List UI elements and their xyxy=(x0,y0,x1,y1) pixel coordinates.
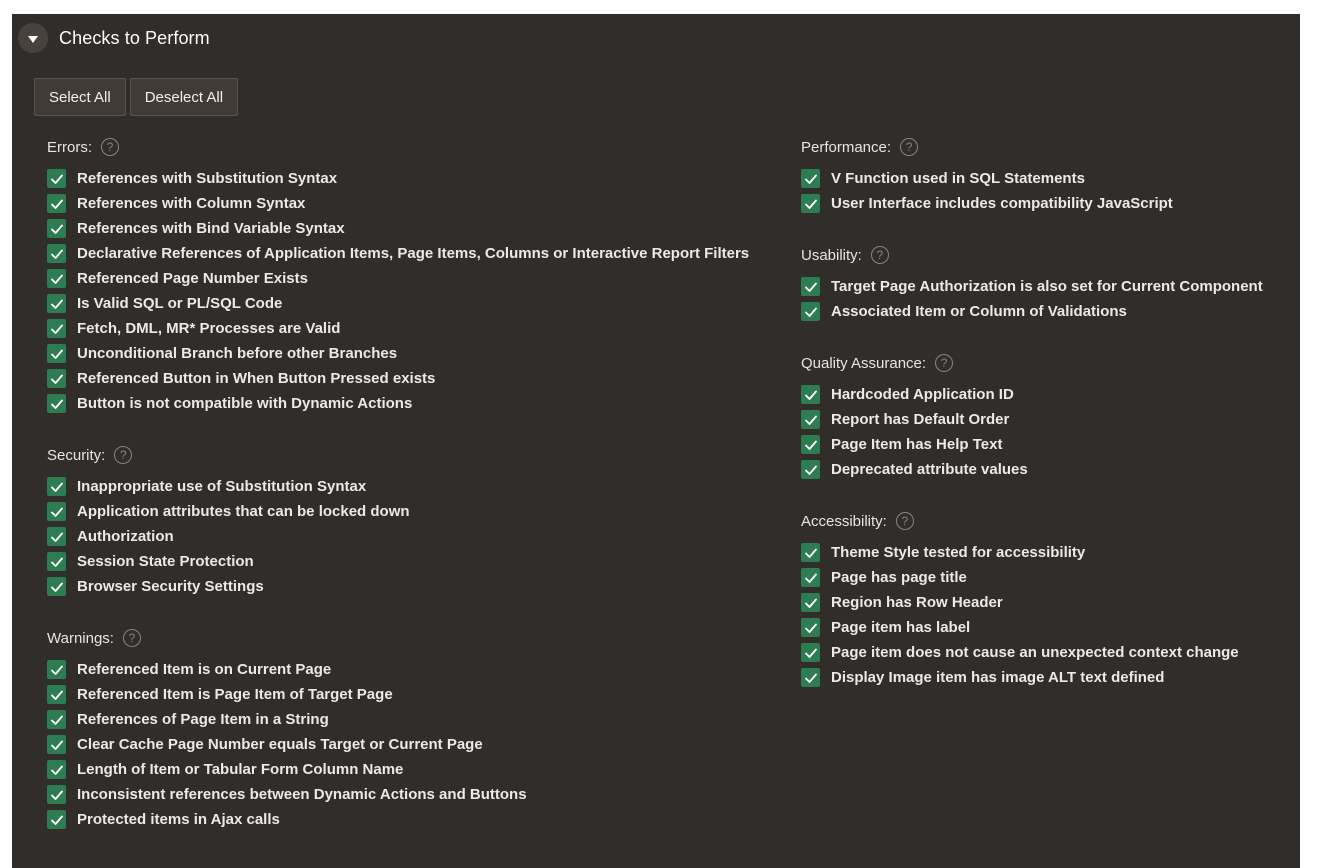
region-header xyxy=(18,23,210,53)
checkbox-item[interactable] xyxy=(801,540,1263,565)
checkbox-item[interactable] xyxy=(801,457,1263,482)
checkbox-item[interactable] xyxy=(47,316,749,341)
check-group-usability xyxy=(801,244,1263,324)
checkbox-label: Region has Row Header xyxy=(831,594,1003,611)
deselect-all-button[interactable]: Deselect All xyxy=(130,78,238,116)
checkbox-item[interactable] xyxy=(801,274,1263,299)
checkbox-item[interactable] xyxy=(47,499,749,524)
checkmark-icon xyxy=(804,197,818,211)
group-label-text: Warnings: xyxy=(47,629,114,647)
group-label xyxy=(47,444,749,466)
checkmark-icon xyxy=(50,272,64,286)
checkbox[interactable] xyxy=(801,194,820,213)
checkmark-icon xyxy=(50,322,64,336)
checkbox-label: References of Page Item in a String xyxy=(77,711,329,728)
checkbox-label: Hardcoded Application ID xyxy=(831,386,1014,403)
checkbox-label: References with Column Syntax xyxy=(77,195,306,212)
checkbox[interactable] xyxy=(801,385,820,404)
group-label-text: Quality Assurance: xyxy=(801,354,927,372)
checkbox-item[interactable] xyxy=(47,216,749,241)
checkmark-icon xyxy=(804,172,818,186)
checkbox[interactable] xyxy=(47,710,66,729)
checkbox-item[interactable] xyxy=(47,807,749,832)
checkbox-label: User Interface includes compatibility JavaScript xyxy=(831,195,1173,212)
checkbox-item[interactable] xyxy=(47,266,749,291)
checkmark-icon xyxy=(50,688,64,702)
checkbox-label: Referenced Item is Page Item of Target Page xyxy=(77,686,393,703)
group-label-text: Performance: xyxy=(801,138,892,156)
checkmark-icon xyxy=(804,646,818,660)
checkmark-icon xyxy=(804,413,818,427)
checkmark-icon xyxy=(50,788,64,802)
checkbox[interactable] xyxy=(801,277,820,296)
checkbox-label: Session State Protection xyxy=(77,553,254,570)
checkmark-icon xyxy=(50,713,64,727)
checkbox-item[interactable] xyxy=(47,191,749,216)
checkmark-icon xyxy=(50,247,64,261)
checkbox[interactable] xyxy=(801,568,820,587)
checks-region xyxy=(12,14,1300,868)
checkbox-item[interactable] xyxy=(801,166,1263,191)
checkmark-icon xyxy=(50,480,64,494)
checkbox-item[interactable] xyxy=(801,615,1263,640)
checkbox-label: Fetch, DML, MR* Processes are Valid xyxy=(77,320,341,337)
checkbox-label: Page item does not cause an unexpected context change xyxy=(831,644,1239,661)
help-icon[interactable]: ? xyxy=(896,512,914,530)
checkbox[interactable] xyxy=(801,543,820,562)
checkbox-item[interactable] xyxy=(801,382,1263,407)
help-icon[interactable]: ? xyxy=(935,354,953,372)
checkbox-item[interactable] xyxy=(47,732,749,757)
checkbox-label: Authorization xyxy=(77,528,174,545)
checkbox-label: Display Image item has image ALT text defined xyxy=(831,669,1165,686)
checkbox[interactable] xyxy=(47,502,66,521)
checkbox[interactable] xyxy=(801,668,820,687)
checkbox-item[interactable] xyxy=(801,432,1263,457)
checkmark-icon xyxy=(804,596,818,610)
checkbox-label: Inconsistent references between Dynamic Actions and Buttons xyxy=(77,786,527,803)
checkbox-label: References with Bind Variable Syntax xyxy=(77,220,345,237)
check-group-accessibility xyxy=(801,510,1263,690)
checkbox-label: V Function used in SQL Statements xyxy=(831,170,1085,187)
checkbox-item[interactable] xyxy=(801,640,1263,665)
checkmark-icon xyxy=(50,505,64,519)
checkmark-icon xyxy=(804,280,818,294)
checkbox[interactable] xyxy=(47,269,66,288)
help-icon[interactable]: ? xyxy=(114,446,132,464)
checkbox-label: Browser Security Settings xyxy=(77,578,264,595)
checkbox[interactable] xyxy=(801,435,820,454)
right-column xyxy=(801,136,1263,718)
checkbox[interactable] xyxy=(47,219,66,238)
check-group-quality-assurance xyxy=(801,352,1263,482)
checkbox-item[interactable] xyxy=(47,707,749,732)
checkbox[interactable] xyxy=(801,643,820,662)
collapse-toggle-button[interactable] xyxy=(18,23,48,53)
checkmark-icon xyxy=(804,305,818,319)
checkmark-icon xyxy=(50,763,64,777)
checkmark-icon xyxy=(804,388,818,402)
checkbox-label: References with Substitution Syntax xyxy=(77,170,338,187)
checkbox[interactable] xyxy=(47,344,66,363)
checkbox-item[interactable] xyxy=(47,366,749,391)
checkbox-label: Page Item has Help Text xyxy=(831,436,1003,453)
help-icon[interactable]: ? xyxy=(871,246,889,264)
checkmark-icon xyxy=(50,197,64,211)
checkbox[interactable] xyxy=(47,785,66,804)
check-group-performance xyxy=(801,136,1263,216)
group-label-text: Errors: xyxy=(47,138,92,156)
checkmark-icon xyxy=(50,580,64,594)
checkmark-icon xyxy=(804,621,818,635)
button-bar xyxy=(34,78,238,116)
checkbox[interactable] xyxy=(47,810,66,829)
checkmark-icon xyxy=(804,546,818,560)
checkbox[interactable] xyxy=(47,369,66,388)
help-icon[interactable]: ? xyxy=(123,629,141,647)
checkbox-label: Clear Cache Page Number equals Target or Current Page xyxy=(77,736,483,753)
checkmark-icon xyxy=(50,555,64,569)
checkbox-item[interactable] xyxy=(47,391,749,416)
checkbox-label: Protected items in Ajax calls xyxy=(77,811,280,828)
checkbox-item[interactable] xyxy=(47,757,749,782)
checkmark-icon xyxy=(50,663,64,677)
checkmark-icon xyxy=(804,671,818,685)
chevron-down-icon xyxy=(28,36,38,43)
checkbox-item[interactable] xyxy=(801,407,1263,432)
checkmark-icon xyxy=(804,438,818,452)
checkbox-label: Application attributes that can be locked down xyxy=(77,503,410,520)
select-all-button[interactable]: Select All xyxy=(34,78,126,116)
checkbox-label: Theme Style tested for accessibility xyxy=(831,544,1086,561)
group-label xyxy=(801,136,1263,158)
checkbox[interactable] xyxy=(47,294,66,313)
checkbox[interactable] xyxy=(801,410,820,429)
checkbox-item[interactable] xyxy=(801,299,1263,324)
checkbox-label: Deprecated attribute values xyxy=(831,461,1028,478)
checkbox[interactable] xyxy=(47,527,66,546)
checkbox-item[interactable] xyxy=(47,524,749,549)
checkbox-label: Inappropriate use of Substitution Syntax xyxy=(77,478,367,495)
checkbox-label: Associated Item or Column of Validations xyxy=(831,303,1127,320)
checkbox-item[interactable] xyxy=(47,682,749,707)
checkmark-icon xyxy=(50,222,64,236)
checkbox-item[interactable] xyxy=(47,657,749,682)
group-label xyxy=(801,352,1263,374)
checkbox-item[interactable] xyxy=(47,241,749,266)
checkbox-label: Target Page Authorization is also set for Current Component xyxy=(831,278,1263,295)
checkbox[interactable] xyxy=(47,577,66,596)
checkbox[interactable] xyxy=(801,169,820,188)
checkmark-icon xyxy=(50,347,64,361)
check-group-warnings xyxy=(47,627,749,832)
checkmark-icon xyxy=(50,813,64,827)
checkbox-item[interactable] xyxy=(801,191,1263,216)
checkbox-item[interactable] xyxy=(47,782,749,807)
checkmark-icon xyxy=(50,397,64,411)
checkbox-item[interactable] xyxy=(47,474,749,499)
checkbox-item[interactable] xyxy=(801,565,1263,590)
group-label xyxy=(47,627,749,649)
checkbox[interactable] xyxy=(47,735,66,754)
checkbox-label: Page has page title xyxy=(831,569,967,586)
checkbox[interactable] xyxy=(47,477,66,496)
checkbox[interactable] xyxy=(47,685,66,704)
checkmark-icon xyxy=(50,530,64,544)
checkmark-icon xyxy=(804,463,818,477)
checkmark-icon xyxy=(804,571,818,585)
help-icon[interactable]: ? xyxy=(900,138,918,156)
checkbox[interactable] xyxy=(47,319,66,338)
checkbox-label: Referenced Page Number Exists xyxy=(77,270,308,287)
checkmark-icon xyxy=(50,738,64,752)
checkbox-label: Referenced Item is on Current Page xyxy=(77,661,332,678)
checkbox[interactable] xyxy=(47,660,66,679)
checkbox[interactable] xyxy=(47,169,66,188)
checkmark-icon xyxy=(50,372,64,386)
checkbox-label: Page item has label xyxy=(831,619,971,636)
checkbox-label: Length of Item or Tabular Form Column Name xyxy=(77,761,404,778)
group-label xyxy=(801,510,1263,532)
left-column xyxy=(47,136,749,860)
checkbox[interactable] xyxy=(801,460,820,479)
help-icon[interactable]: ? xyxy=(101,138,119,156)
checkbox-label: Is Valid SQL or PL/SQL Code xyxy=(77,295,283,312)
checkmark-icon xyxy=(50,297,64,311)
group-label xyxy=(801,244,1263,266)
checkbox-item[interactable] xyxy=(801,590,1263,615)
checkbox-item[interactable] xyxy=(47,574,749,599)
checkbox-label: Referenced Button in When Button Pressed exists xyxy=(77,370,436,387)
checkbox-item[interactable] xyxy=(47,341,749,366)
checkbox[interactable] xyxy=(47,394,66,413)
group-label-text: Accessibility: xyxy=(801,512,887,530)
checkbox-item[interactable] xyxy=(47,549,749,574)
checkbox-label: Button is not compatible with Dynamic Actions xyxy=(77,395,413,412)
checkbox[interactable] xyxy=(801,302,820,321)
checkmark-icon xyxy=(50,172,64,186)
checkbox[interactable] xyxy=(47,760,66,779)
checkbox[interactable] xyxy=(801,618,820,637)
checkbox-item[interactable] xyxy=(47,166,749,191)
checkbox-label: Declarative References of Application Items, Page Items, Columns or Interactive Report Filters xyxy=(77,245,750,262)
check-group-security xyxy=(47,444,749,599)
group-label-text: Usability: xyxy=(801,246,862,264)
group-label xyxy=(47,136,749,158)
region-title: Checks to Perform xyxy=(59,27,210,48)
checkbox[interactable] xyxy=(47,194,66,213)
checkbox-item[interactable] xyxy=(801,665,1263,690)
checkbox[interactable] xyxy=(47,244,66,263)
checkbox-item[interactable] xyxy=(47,291,749,316)
group-label-text: Security: xyxy=(47,446,106,464)
checkbox[interactable] xyxy=(801,593,820,612)
checkbox-label: Report has Default Order xyxy=(831,411,1010,428)
checkbox-label: Unconditional Branch before other Branches xyxy=(77,345,398,362)
check-group-errors xyxy=(47,136,749,416)
checkbox[interactable] xyxy=(47,552,66,571)
